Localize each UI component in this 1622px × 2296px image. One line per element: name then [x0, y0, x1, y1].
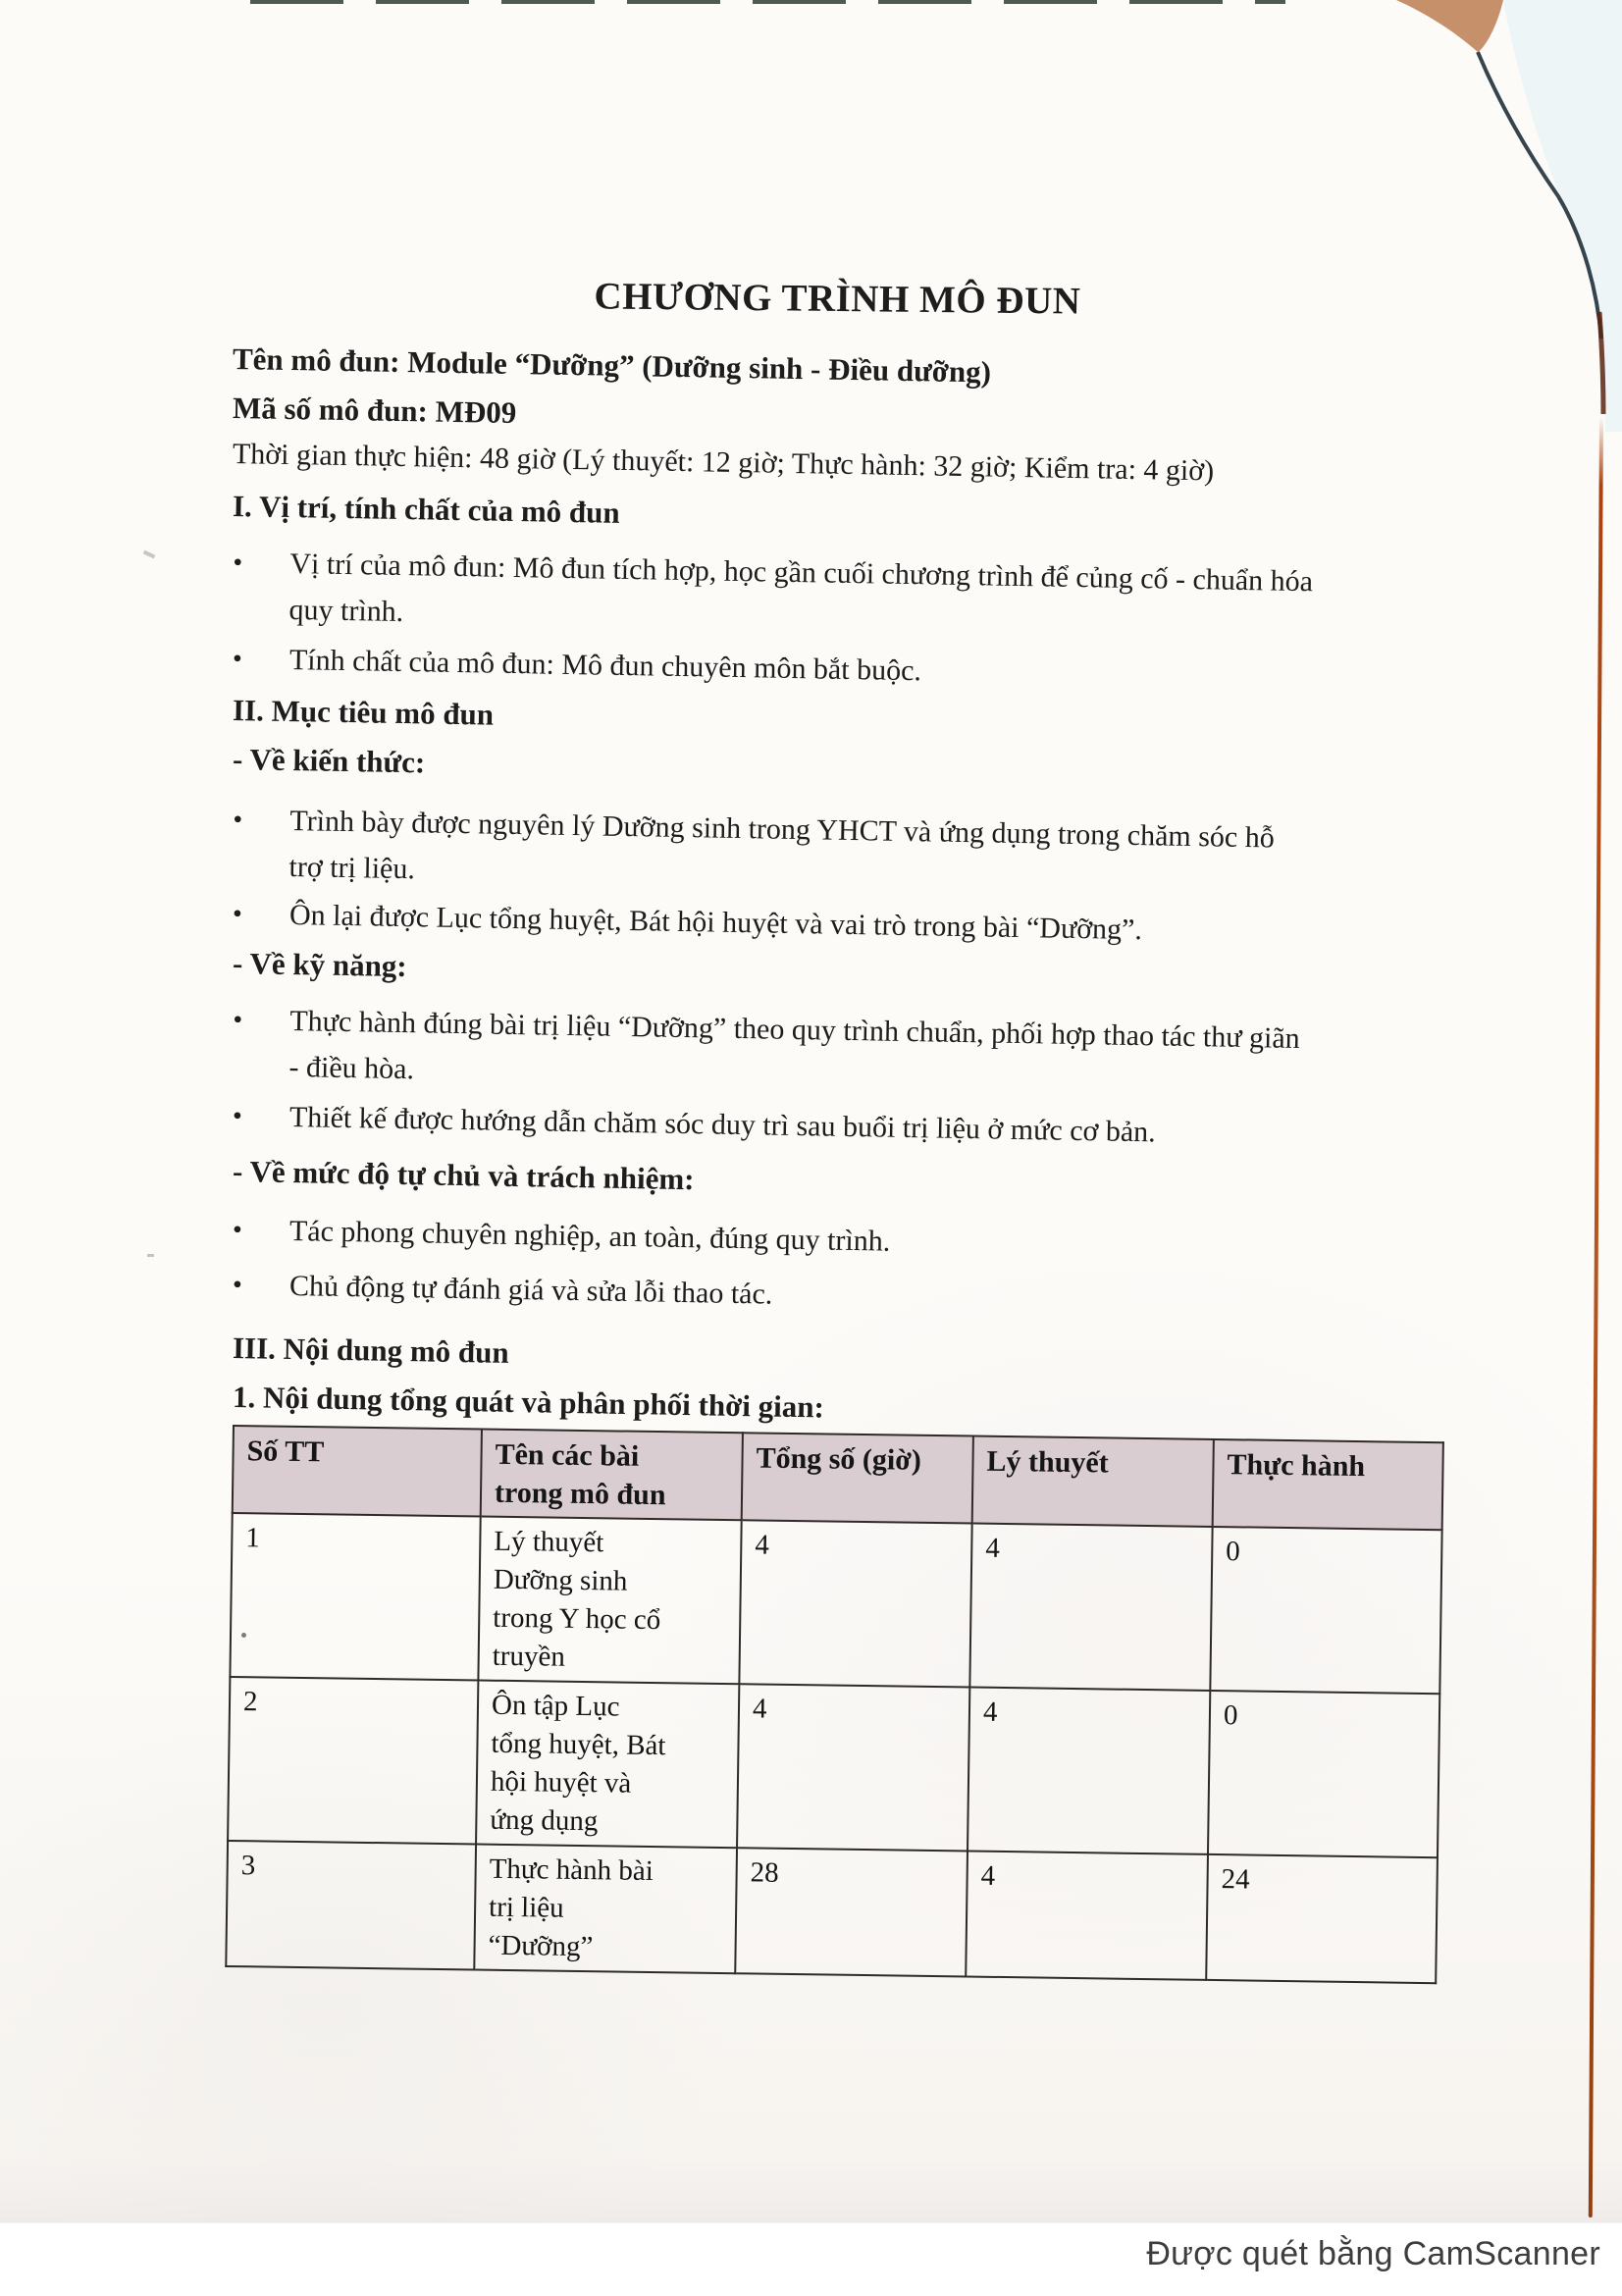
bullet-icon: •	[233, 1005, 243, 1036]
list-item-text: Chủ động tự đánh giá và sửa lỗi thao tác.	[288, 1270, 773, 1311]
col-header-stt: Số TT	[233, 1426, 482, 1517]
cell-practice: 0	[1208, 1691, 1439, 1857]
bullet-icon: •	[232, 644, 243, 675]
page-edge-orange-line	[1589, 417, 1603, 2218]
section2-heading: II. Mục tiêu mô đun	[232, 693, 495, 732]
duration-line: Thời gian thực hiện: 48 giờ (Lý thuyết: 12 giờ; Thực hành: 32 giờ; Kiểm tra: 4 giờ)	[232, 438, 1215, 488]
bullet-icon: •	[233, 548, 243, 579]
section1-heading: I. Vị trí, tính chất của mô đun	[232, 489, 621, 530]
list-item-text: Trình bày được nguyên lý Dưỡng sinh trong YHCT và ứng dụng trong chăm sóc hỗ trợ trị liệu.	[288, 805, 1276, 886]
scan-top-edge-artifact	[250, 0, 1285, 4]
list-item	[232, 540, 1493, 653]
list-item-text: Tác phong chuyên nghiệp, an toàn, đúng quy trình.	[288, 1215, 891, 1258]
cell-lesson: Lý thuyết Dưỡng sinh trong Y học cổ truyền	[478, 1517, 741, 1685]
section3-subheading: 1. Nội dung tổng quát và phân phối thời gian:	[232, 1380, 825, 1425]
list-item-text: Thiết kế được hướng dẫn chăm sóc duy trì sau buổi trị liệu ở mức cơ bản.	[288, 1101, 1157, 1149]
camscanner-footer-strip	[0, 2222, 1622, 2296]
cell-theory: 4	[968, 1688, 1210, 1854]
section3-heading: III. Nội dung mô đun	[232, 1331, 509, 1370]
scan-speck	[143, 550, 156, 559]
module-name-line: Tên mô đun: Module “Dưỡng” (Dưỡng sinh - Điều dưỡng)	[232, 341, 992, 390]
bullet-icon: •	[233, 805, 243, 836]
section2-skills-heading: - Về kỹ năng:	[232, 946, 408, 984]
fold-edge-line	[1599, 312, 1603, 414]
cell-theory: 4	[966, 1852, 1208, 1980]
list-item-text: Vị trí của mô đun: Mô đun tích hợp, học gần cuối chương trình để củng cố - chuẩn hóa quy trình.	[288, 548, 1314, 629]
list-item-text: Thực hành đúng bài trị liệu “Dưỡng” theo quy trình chuẩn, phối hợp thao tác thư giãn - điều hòa.	[288, 1005, 1300, 1086]
col-header-practice: Thực hành	[1213, 1439, 1443, 1530]
bullet-icon: •	[232, 1101, 243, 1132]
cell-lesson: Thực hành bài trị liệu “Dưỡng”	[474, 1845, 737, 1974]
cell-practice: 24	[1206, 1854, 1438, 1983]
cell-lesson: Ôn tập Lục tổng huyệt, Bát hội huyệt và ứng dụng	[476, 1681, 739, 1849]
cell-stt: 3	[226, 1841, 476, 1970]
table-row	[228, 1677, 1439, 1857]
module-content-table	[225, 1425, 1444, 1984]
cell-stt: 2	[228, 1677, 478, 1845]
table-row	[226, 1841, 1438, 1983]
table-row	[230, 1513, 1441, 1694]
col-header-lesson: Tên các bài trong mô đun	[481, 1430, 743, 1521]
list-item	[232, 997, 1493, 1111]
cell-total: 4	[739, 1520, 971, 1687]
bullet-icon: •	[232, 1270, 243, 1301]
cell-stt: 1	[230, 1513, 480, 1681]
col-header-theory: Lý thuyết	[972, 1436, 1214, 1527]
bullet-icon: •	[232, 1215, 243, 1246]
cell-theory: 4	[969, 1524, 1212, 1691]
section2-attitude-heading: - Về mức độ tự chủ và trách nhiệm:	[232, 1154, 695, 1197]
scan-speck	[147, 1254, 154, 1257]
list-item-text: Ôn lại được Lục tổng huyệt, Bát hội huyệt và vai trò trong bài “Dưỡng”.	[288, 899, 1143, 947]
list-item	[233, 1262, 1494, 1330]
bullet-icon: •	[232, 899, 243, 930]
module-code-line: Mã số mô đun: MĐ09	[232, 391, 517, 431]
table-header-row	[233, 1426, 1443, 1530]
document-title: CHƯƠNG TRÌNH MÔ ĐUN	[594, 275, 1081, 323]
col-header-total: Tổng số (giờ)	[742, 1433, 973, 1523]
list-item-text: Tính chất của mô đun: Mô đun chuyên môn bắt buộc.	[288, 644, 922, 688]
cell-total: 4	[737, 1684, 969, 1851]
camscanner-watermark: Được quét bằng CamScanner	[1146, 2235, 1600, 2272]
desk-tan-wedge	[1396, 0, 1503, 52]
cell-total: 28	[735, 1848, 968, 1976]
section2-knowledge-heading: - Về kiến thức:	[232, 742, 426, 780]
cell-practice: 0	[1210, 1527, 1441, 1694]
